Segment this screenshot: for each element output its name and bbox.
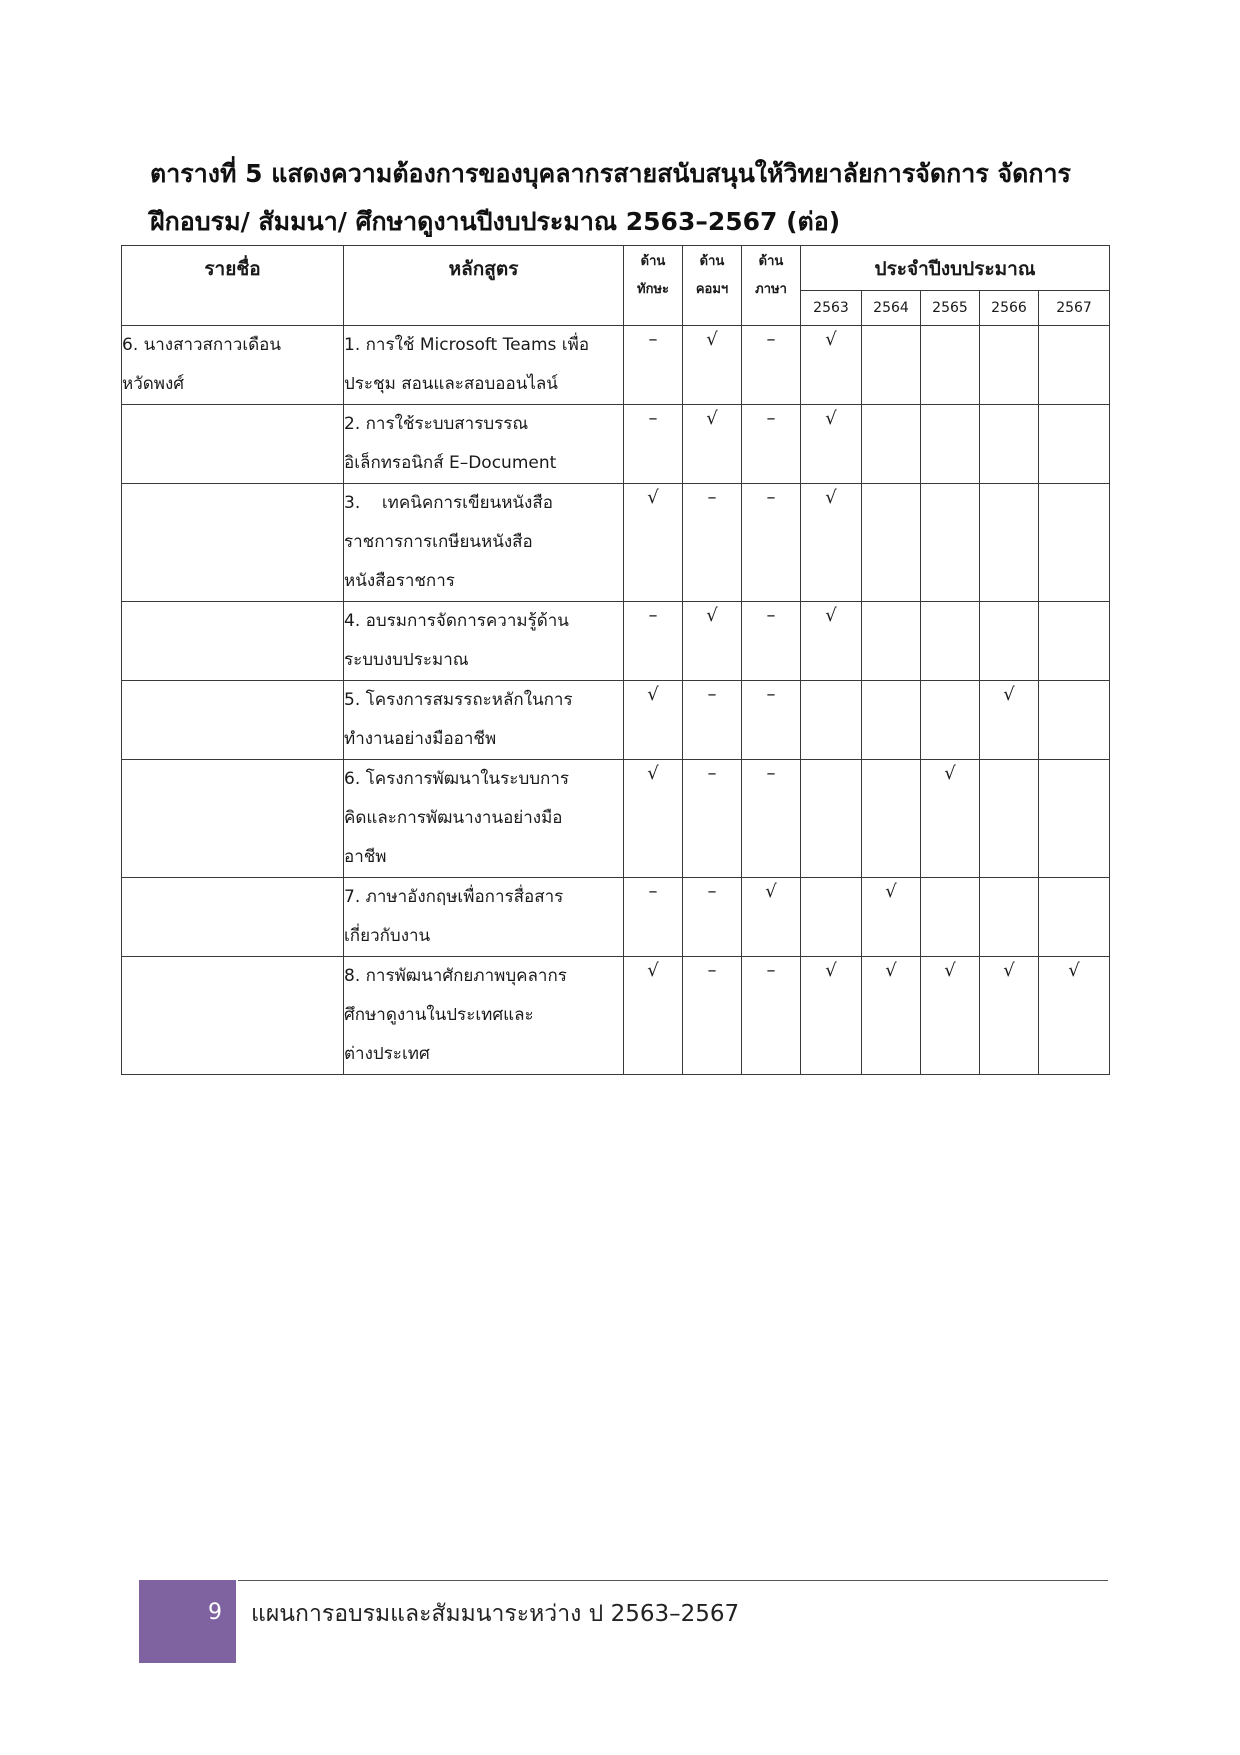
cell-skill: √: [624, 957, 683, 1075]
cell-year-2565: [921, 484, 980, 602]
cell-course-line: อาชีพ: [344, 847, 387, 867]
cell-computer: √: [683, 326, 742, 405]
cell-name-line: 6. นางสาวสกาวเดือน: [122, 335, 282, 355]
cell-year-2563: [801, 760, 862, 878]
cell-year-2567: [1039, 602, 1110, 681]
table-caption: [150, 150, 1110, 246]
caption-line-2: ฝึกอบรม/ สัมมนา/ ศึกษาดูงานปีงบประมาณ 2563–2567 (ต่อ): [150, 207, 841, 236]
cell-computer: –: [683, 484, 742, 602]
cell-year-2565: [921, 326, 980, 405]
cell-year-2567: [1039, 484, 1110, 602]
header-language: [742, 246, 801, 326]
header-year-2563: 2563: [801, 291, 862, 326]
cell-computer: –: [683, 957, 742, 1075]
cell-name: [122, 760, 344, 878]
cell-course: [344, 326, 624, 405]
cell-year-2566: [980, 405, 1039, 484]
table-row: [122, 326, 1110, 405]
table-row: [122, 681, 1110, 760]
cell-course-line: 5. โครงการสมรรถะหลักในการ: [344, 690, 573, 710]
table-row: [122, 957, 1110, 1075]
cell-course-line: 1. การใช้ Microsoft Teams เพื่อ: [344, 335, 590, 355]
cell-language: –: [742, 484, 801, 602]
cell-course-line: 4. อบรมการจัดการความรู้ด้าน: [344, 611, 569, 631]
cell-year-2566: [980, 878, 1039, 957]
header-year-2567: 2567: [1039, 291, 1110, 326]
header-skill-line2: ทักษะ: [637, 282, 669, 297]
page-number: 9: [208, 1600, 222, 1625]
cell-course-line: ทำงานอย่างมืออาชีพ: [344, 729, 497, 749]
cell-name: [122, 957, 344, 1075]
cell-year-2564: [862, 484, 921, 602]
cell-year-2566: √: [980, 681, 1039, 760]
header-budget-year: ประจำปีงบประมาณ: [801, 246, 1110, 291]
cell-language: –: [742, 405, 801, 484]
cell-computer: –: [683, 760, 742, 878]
cell-year-2564: [862, 681, 921, 760]
cell-year-2563: [801, 681, 862, 760]
cell-skill: √: [624, 760, 683, 878]
cell-course-line: ศึกษาดูงานในประเทศและ: [344, 1005, 534, 1025]
table-row: [122, 405, 1110, 484]
cell-course-line: 2. การใช้ระบบสารบรรณ: [344, 414, 529, 434]
header-year-2565: 2565: [921, 291, 980, 326]
cell-course-line: ระบบงบประมาณ: [344, 650, 469, 670]
cell-name-line: หวัดพงศ์: [122, 374, 185, 394]
cell-skill: –: [624, 326, 683, 405]
cell-year-2564: [862, 602, 921, 681]
cell-year-2566: √: [980, 957, 1039, 1075]
cell-course: [344, 405, 624, 484]
cell-course-line: เกี่ยวกับงาน: [344, 926, 431, 946]
cell-computer: –: [683, 681, 742, 760]
cell-course-line: 3. เทคนิคการเขียนหนังสือ: [344, 493, 553, 513]
cell-course: [344, 602, 624, 681]
header-row-1: [122, 246, 1110, 291]
cell-year-2563: √: [801, 326, 862, 405]
table-row: [122, 602, 1110, 681]
cell-course-line: หนังสือราชการ: [344, 571, 455, 591]
cell-year-2564: √: [862, 957, 921, 1075]
cell-year-2565: [921, 681, 980, 760]
cell-year-2567: [1039, 681, 1110, 760]
cell-course-line: 7. ภาษาอังกฤษเพื่อการสื่อสาร: [344, 887, 564, 907]
cell-year-2567: [1039, 326, 1110, 405]
cell-course-line: ราชการการเกษียนหนังสือ: [344, 532, 533, 552]
footer-title: แผนการอบรมและสัมมนาระหว่าง ป 2563–2567: [251, 1601, 740, 1627]
cell-course-line: ต่างประเทศ: [344, 1044, 430, 1064]
cell-year-2566: [980, 484, 1039, 602]
cell-skill: √: [624, 681, 683, 760]
cell-skill: –: [624, 405, 683, 484]
cell-skill: √: [624, 484, 683, 602]
header-name: รายชื่อ: [122, 246, 344, 326]
cell-year-2567: [1039, 405, 1110, 484]
header-year-2564: 2564: [862, 291, 921, 326]
cell-year-2566: [980, 602, 1039, 681]
cell-course-line: คิดและการพัฒนางานอย่างมือ: [344, 808, 563, 828]
cell-language: –: [742, 957, 801, 1075]
cell-year-2564: [862, 760, 921, 878]
cell-year-2564: √: [862, 878, 921, 957]
cell-year-2563: √: [801, 957, 862, 1075]
header-computer: [683, 246, 742, 326]
cell-year-2567: [1039, 760, 1110, 878]
cell-year-2563: √: [801, 602, 862, 681]
cell-computer: –: [683, 878, 742, 957]
training-plan-table: [121, 245, 1110, 1075]
cell-name: [122, 405, 344, 484]
cell-year-2565: [921, 602, 980, 681]
table-body: [122, 326, 1110, 1075]
header-course: หลักสูตร: [344, 246, 624, 326]
cell-year-2563: √: [801, 484, 862, 602]
cell-year-2565: [921, 405, 980, 484]
cell-name: [122, 484, 344, 602]
cell-year-2563: [801, 878, 862, 957]
page-number-badge: [139, 1580, 236, 1663]
cell-language: –: [742, 326, 801, 405]
cell-name: [122, 602, 344, 681]
table-row: [122, 760, 1110, 878]
cell-course: [344, 681, 624, 760]
header-language-line2: ภาษา: [755, 282, 787, 297]
cell-computer: √: [683, 602, 742, 681]
header-year-2566: 2566: [980, 291, 1039, 326]
cell-language: √: [742, 878, 801, 957]
cell-year-2564: [862, 405, 921, 484]
cell-language: –: [742, 681, 801, 760]
cell-name: [122, 326, 344, 405]
cell-computer: √: [683, 405, 742, 484]
header-computer-line2: คอมฯ: [695, 282, 729, 297]
cell-course-line: ประชุม สอนและสอบออนไลน์: [344, 374, 558, 394]
cell-year-2563: √: [801, 405, 862, 484]
cell-course-line: อิเล็กทรอนิกส์ E–Document: [344, 453, 557, 473]
table-row: [122, 484, 1110, 602]
cell-year-2565: √: [921, 957, 980, 1075]
caption-line-1: ตารางที่ 5 แสดงความต้องการของบุคลากรสายสนับสนุนให้วิทยาลัยการจัดการ จัดการ: [150, 159, 1071, 188]
cell-year-2566: [980, 326, 1039, 405]
header-computer-line1: ด้าน: [699, 254, 725, 269]
cell-language: –: [742, 760, 801, 878]
cell-course: [344, 957, 624, 1075]
cell-year-2564: [862, 326, 921, 405]
cell-year-2567: [1039, 878, 1110, 957]
cell-course: [344, 760, 624, 878]
cell-name: [122, 681, 344, 760]
cell-course-line: 8. การพัฒนาศักยภาพบุคลากร: [344, 966, 567, 986]
header-skill-line1: ด้าน: [640, 254, 666, 269]
header-language-line1: ด้าน: [758, 254, 784, 269]
cell-year-2565: √: [921, 760, 980, 878]
cell-year-2567: √: [1039, 957, 1110, 1075]
cell-course-line: 6. โครงการพัฒนาในระบบการ: [344, 769, 569, 789]
cell-year-2565: [921, 878, 980, 957]
cell-language: –: [742, 602, 801, 681]
table-row: [122, 878, 1110, 957]
header-skill: [624, 246, 683, 326]
cell-skill: –: [624, 602, 683, 681]
cell-skill: –: [624, 878, 683, 957]
cell-name: [122, 878, 344, 957]
footer-divider: [238, 1580, 1108, 1581]
cell-course: [344, 484, 624, 602]
cell-year-2566: [980, 760, 1039, 878]
cell-course: [344, 878, 624, 957]
